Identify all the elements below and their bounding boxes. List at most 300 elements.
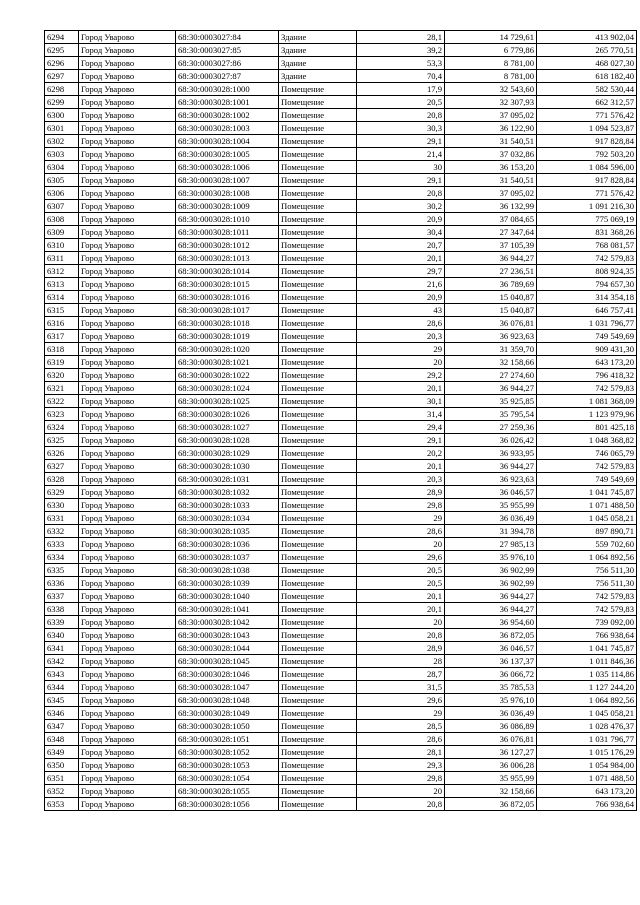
locality-cell: Город Уварово xyxy=(79,421,176,434)
cadastral-number-cell: 68:30:0003028:1029 xyxy=(176,447,279,460)
specific-value-cell: 35 795,54 xyxy=(445,408,537,421)
cadastral-value-cell: 742 579,83 xyxy=(537,603,637,616)
row-number-cell: 6352 xyxy=(45,785,79,798)
cadastral-number-cell: 68:30:0003028:1025 xyxy=(176,395,279,408)
locality-cell: Город Уварово xyxy=(79,720,176,733)
cadastral-number-cell: 68:30:0003028:1009 xyxy=(176,200,279,213)
object-type-cell: Помещение xyxy=(279,343,357,356)
object-type-cell: Помещение xyxy=(279,538,357,551)
cadastral-number-cell: 68:30:0003028:1013 xyxy=(176,252,279,265)
object-type-cell: Помещение xyxy=(279,733,357,746)
cadastral-number-cell: 68:30:0003028:1044 xyxy=(176,642,279,655)
table-row xyxy=(45,343,637,356)
cadastral-value-cell: 756 511,30 xyxy=(537,564,637,577)
row-number-cell: 6347 xyxy=(45,720,79,733)
table-row xyxy=(45,44,637,57)
table-row xyxy=(45,590,637,603)
specific-value-cell: 35 785,53 xyxy=(445,681,537,694)
specific-value-cell: 35 976,10 xyxy=(445,551,537,564)
cadastral-number-cell: 68:30:0003028:1038 xyxy=(176,564,279,577)
locality-cell: Город Уварово xyxy=(79,265,176,278)
row-number-cell: 6316 xyxy=(45,317,79,330)
row-number-cell: 6328 xyxy=(45,473,79,486)
specific-value-cell: 15 040,87 xyxy=(445,304,537,317)
table-row xyxy=(45,122,637,135)
specific-value-cell: 36 944,27 xyxy=(445,382,537,395)
row-number-cell: 6309 xyxy=(45,226,79,239)
specific-value-cell: 37 032,86 xyxy=(445,148,537,161)
object-type-cell: Помещение xyxy=(279,382,357,395)
object-type-cell: Помещение xyxy=(279,681,357,694)
table-row xyxy=(45,655,637,668)
table-row xyxy=(45,720,637,733)
area-cell: 28,5 xyxy=(357,720,445,733)
area-cell: 20 xyxy=(357,356,445,369)
specific-value-cell: 36 789,69 xyxy=(445,278,537,291)
table-row xyxy=(45,83,637,96)
specific-value-cell: 36 122,90 xyxy=(445,122,537,135)
table-row xyxy=(45,226,637,239)
cadastral-value-cell: 917 828,84 xyxy=(537,174,637,187)
cadastral-number-cell: 68:30:0003028:1008 xyxy=(176,187,279,200)
area-cell: 30,2 xyxy=(357,200,445,213)
area-cell: 29,7 xyxy=(357,265,445,278)
locality-cell: Город Уварово xyxy=(79,96,176,109)
area-cell: 20,8 xyxy=(357,187,445,200)
object-type-cell: Помещение xyxy=(279,694,357,707)
row-number-cell: 6331 xyxy=(45,512,79,525)
area-cell: 28,6 xyxy=(357,525,445,538)
object-type-cell: Здание xyxy=(279,31,357,44)
table-row xyxy=(45,785,637,798)
row-number-cell: 6322 xyxy=(45,395,79,408)
cadastral-number-cell: 68:30:0003028:1014 xyxy=(176,265,279,278)
specific-value-cell: 27 985,13 xyxy=(445,538,537,551)
table-row xyxy=(45,96,637,109)
cadastral-number-cell: 68:30:0003028:1031 xyxy=(176,473,279,486)
area-cell: 28,1 xyxy=(357,31,445,44)
row-number-cell: 6341 xyxy=(45,642,79,655)
object-type-cell: Помещение xyxy=(279,772,357,785)
cadastral-value-cell: 582 530,44 xyxy=(537,83,637,96)
area-cell: 20,3 xyxy=(357,330,445,343)
cadastral-value-cell: 559 702,60 xyxy=(537,538,637,551)
cadastral-number-cell: 68:30:0003028:1007 xyxy=(176,174,279,187)
specific-value-cell: 36 086,89 xyxy=(445,720,537,733)
cadastral-number-cell: 68:30:0003028:1041 xyxy=(176,603,279,616)
row-number-cell: 6294 xyxy=(45,31,79,44)
cadastral-number-cell: 68:30:0003028:1016 xyxy=(176,291,279,304)
locality-cell: Город Уварово xyxy=(79,473,176,486)
cadastral-number-cell: 68:30:0003028:1017 xyxy=(176,304,279,317)
cadastral-value-cell: 1 091 216,30 xyxy=(537,200,637,213)
area-cell: 21,4 xyxy=(357,148,445,161)
cadastral-value-cell: 643 173,20 xyxy=(537,785,637,798)
table-row xyxy=(45,317,637,330)
cadastral-number-cell: 68:30:0003028:1012 xyxy=(176,239,279,252)
cadastral-number-cell: 68:30:0003028:1045 xyxy=(176,655,279,668)
locality-cell: Город Уварово xyxy=(79,785,176,798)
cadastral-value-cell: 1 127 244,20 xyxy=(537,681,637,694)
cadastral-value-cell: 1 094 523,87 xyxy=(537,122,637,135)
table-row xyxy=(45,252,637,265)
row-number-cell: 6301 xyxy=(45,122,79,135)
row-number-cell: 6329 xyxy=(45,486,79,499)
object-type-cell: Помещение xyxy=(279,603,357,616)
object-type-cell: Помещение xyxy=(279,330,357,343)
specific-value-cell: 31 359,70 xyxy=(445,343,537,356)
object-type-cell: Помещение xyxy=(279,122,357,135)
object-type-cell: Помещение xyxy=(279,109,357,122)
table-row xyxy=(45,668,637,681)
cadastral-number-cell: 68:30:0003028:1030 xyxy=(176,460,279,473)
cadastral-number-cell: 68:30:0003028:1010 xyxy=(176,213,279,226)
specific-value-cell: 35 976,10 xyxy=(445,694,537,707)
area-cell: 20,5 xyxy=(357,96,445,109)
row-number-cell: 6340 xyxy=(45,629,79,642)
cadastral-value-cell: 831 368,26 xyxy=(537,226,637,239)
specific-value-cell: 36 066,72 xyxy=(445,668,537,681)
cadastral-number-cell: 68:30:0003028:1028 xyxy=(176,434,279,447)
row-number-cell: 6302 xyxy=(45,135,79,148)
locality-cell: Город Уварово xyxy=(79,733,176,746)
specific-value-cell: 27 259,36 xyxy=(445,421,537,434)
object-type-cell: Помещение xyxy=(279,460,357,473)
table-row xyxy=(45,213,637,226)
cadastral-value-cell: 1 123 979,96 xyxy=(537,408,637,421)
locality-cell: Город Уварово xyxy=(79,304,176,317)
cadastral-number-cell: 68:30:0003028:1033 xyxy=(176,499,279,512)
table-row xyxy=(45,772,637,785)
area-cell: 20,2 xyxy=(357,447,445,460)
object-type-cell: Помещение xyxy=(279,785,357,798)
object-type-cell: Помещение xyxy=(279,720,357,733)
specific-value-cell: 14 729,61 xyxy=(445,31,537,44)
object-type-cell: Помещение xyxy=(279,291,357,304)
table-row xyxy=(45,109,637,122)
cadastral-value-cell: 792 503,20 xyxy=(537,148,637,161)
area-cell: 28,7 xyxy=(357,668,445,681)
area-cell: 20,8 xyxy=(357,798,445,811)
area-cell: 20,1 xyxy=(357,460,445,473)
area-cell: 29 xyxy=(357,707,445,720)
cadastral-value-cell: 1 041 745,87 xyxy=(537,642,637,655)
area-cell: 29,6 xyxy=(357,551,445,564)
table-row xyxy=(45,499,637,512)
area-cell: 28,1 xyxy=(357,746,445,759)
row-number-cell: 6338 xyxy=(45,603,79,616)
cadastral-value-cell: 1 071 488,50 xyxy=(537,499,637,512)
locality-cell: Город Уварово xyxy=(79,629,176,642)
table-row xyxy=(45,603,637,616)
table-row xyxy=(45,746,637,759)
cadastral-number-cell: 68:30:0003027:85 xyxy=(176,44,279,57)
cadastral-number-cell: 68:30:0003028:1051 xyxy=(176,733,279,746)
row-number-cell: 6304 xyxy=(45,161,79,174)
row-number-cell: 6300 xyxy=(45,109,79,122)
row-number-cell: 6343 xyxy=(45,668,79,681)
specific-value-cell: 36 872,05 xyxy=(445,629,537,642)
object-type-cell: Помещение xyxy=(279,356,357,369)
object-type-cell: Помещение xyxy=(279,265,357,278)
row-number-cell: 6330 xyxy=(45,499,79,512)
cadastral-number-cell: 68:30:0003028:1054 xyxy=(176,772,279,785)
row-number-cell: 6317 xyxy=(45,330,79,343)
cadastral-number-cell: 68:30:0003028:1003 xyxy=(176,122,279,135)
specific-value-cell: 36 944,27 xyxy=(445,460,537,473)
cadastral-value-cell: 1 064 892,56 xyxy=(537,694,637,707)
area-cell: 17,9 xyxy=(357,83,445,96)
table-row xyxy=(45,304,637,317)
cadastral-number-cell: 68:30:0003028:1039 xyxy=(176,577,279,590)
row-number-cell: 6321 xyxy=(45,382,79,395)
area-cell: 28,9 xyxy=(357,486,445,499)
row-number-cell: 6307 xyxy=(45,200,79,213)
cadastral-value-cell: 917 828,84 xyxy=(537,135,637,148)
row-number-cell: 6297 xyxy=(45,70,79,83)
table-row xyxy=(45,174,637,187)
locality-cell: Город Уварово xyxy=(79,187,176,200)
row-number-cell: 6323 xyxy=(45,408,79,421)
row-number-cell: 6336 xyxy=(45,577,79,590)
object-type-cell: Помещение xyxy=(279,278,357,291)
object-type-cell: Помещение xyxy=(279,668,357,681)
locality-cell: Город Уварово xyxy=(79,408,176,421)
area-cell: 20 xyxy=(357,538,445,551)
row-number-cell: 6299 xyxy=(45,96,79,109)
table-row xyxy=(45,70,637,83)
specific-value-cell: 27 236,51 xyxy=(445,265,537,278)
cadastral-value-cell: 808 924,35 xyxy=(537,265,637,278)
table-row xyxy=(45,629,637,642)
specific-value-cell: 36 944,27 xyxy=(445,252,537,265)
specific-value-cell: 36 902,99 xyxy=(445,577,537,590)
table-body xyxy=(45,31,637,811)
cadastral-value-table xyxy=(44,30,637,811)
locality-cell: Город Уварово xyxy=(79,382,176,395)
object-type-cell: Помещение xyxy=(279,590,357,603)
row-number-cell: 6326 xyxy=(45,447,79,460)
locality-cell: Город Уварово xyxy=(79,343,176,356)
cadastral-value-cell: 662 312,57 xyxy=(537,96,637,109)
area-cell: 20,9 xyxy=(357,213,445,226)
cadastral-number-cell: 68:30:0003027:86 xyxy=(176,57,279,70)
area-cell: 28,6 xyxy=(357,317,445,330)
locality-cell: Город Уварово xyxy=(79,655,176,668)
table-row xyxy=(45,447,637,460)
locality-cell: Город Уварово xyxy=(79,70,176,83)
row-number-cell: 6339 xyxy=(45,616,79,629)
locality-cell: Город Уварово xyxy=(79,460,176,473)
table-row xyxy=(45,291,637,304)
table-row xyxy=(45,694,637,707)
locality-cell: Город Уварово xyxy=(79,590,176,603)
row-number-cell: 6342 xyxy=(45,655,79,668)
specific-value-cell: 36 137,37 xyxy=(445,655,537,668)
area-cell: 29,1 xyxy=(357,135,445,148)
object-type-cell: Помещение xyxy=(279,616,357,629)
table-row xyxy=(45,382,637,395)
specific-value-cell: 27 347,64 xyxy=(445,226,537,239)
cadastral-number-cell: 68:30:0003028:1024 xyxy=(176,382,279,395)
area-cell: 20,9 xyxy=(357,291,445,304)
object-type-cell: Помещение xyxy=(279,317,357,330)
cadastral-value-cell: 1 045 058,21 xyxy=(537,512,637,525)
table-row xyxy=(45,473,637,486)
area-cell: 20,5 xyxy=(357,577,445,590)
cadastral-number-cell: 68:30:0003028:1055 xyxy=(176,785,279,798)
specific-value-cell: 31 540,51 xyxy=(445,174,537,187)
cadastral-number-cell: 68:30:0003028:1049 xyxy=(176,707,279,720)
specific-value-cell: 37 095,02 xyxy=(445,187,537,200)
area-cell: 20 xyxy=(357,785,445,798)
row-number-cell: 6337 xyxy=(45,590,79,603)
table-row xyxy=(45,434,637,447)
cadastral-number-cell: 68:30:0003028:1035 xyxy=(176,525,279,538)
object-type-cell: Помещение xyxy=(279,473,357,486)
locality-cell: Город Уварово xyxy=(79,330,176,343)
cadastral-value-cell: 742 579,83 xyxy=(537,252,637,265)
locality-cell: Город Уварово xyxy=(79,772,176,785)
locality-cell: Город Уварово xyxy=(79,642,176,655)
cadastral-value-cell: 1 054 984,00 xyxy=(537,759,637,772)
cadastral-value-cell: 766 938,64 xyxy=(537,629,637,642)
specific-value-cell: 36 902,99 xyxy=(445,564,537,577)
cadastral-number-cell: 68:30:0003028:1036 xyxy=(176,538,279,551)
locality-cell: Город Уварово xyxy=(79,148,176,161)
table-row xyxy=(45,395,637,408)
locality-cell: Город Уварово xyxy=(79,434,176,447)
table-row xyxy=(45,265,637,278)
area-cell: 20,1 xyxy=(357,603,445,616)
row-number-cell: 6311 xyxy=(45,252,79,265)
object-type-cell: Помещение xyxy=(279,564,357,577)
row-number-cell: 6306 xyxy=(45,187,79,200)
area-cell: 20 xyxy=(357,616,445,629)
area-cell: 29,6 xyxy=(357,694,445,707)
object-type-cell: Здание xyxy=(279,44,357,57)
locality-cell: Город Уварово xyxy=(79,486,176,499)
row-number-cell: 6346 xyxy=(45,707,79,720)
area-cell: 29,4 xyxy=(357,421,445,434)
cadastral-number-cell: 68:30:0003028:1056 xyxy=(176,798,279,811)
cadastral-number-cell: 68:30:0003028:1001 xyxy=(176,96,279,109)
object-type-cell: Помещение xyxy=(279,499,357,512)
area-cell: 29,8 xyxy=(357,772,445,785)
cadastral-number-cell: 68:30:0003028:1000 xyxy=(176,83,279,96)
area-cell: 29,1 xyxy=(357,174,445,187)
cadastral-value-cell: 909 431,30 xyxy=(537,343,637,356)
specific-value-cell: 36 076,81 xyxy=(445,733,537,746)
area-cell: 28 xyxy=(357,655,445,668)
cadastral-value-cell: 1 011 846,36 xyxy=(537,655,637,668)
table-row xyxy=(45,486,637,499)
cadastral-value-cell: 742 579,83 xyxy=(537,460,637,473)
cadastral-number-cell: 68:30:0003028:1040 xyxy=(176,590,279,603)
cadastral-value-cell: 756 511,30 xyxy=(537,577,637,590)
cadastral-value-cell: 771 576,42 xyxy=(537,187,637,200)
table-row xyxy=(45,512,637,525)
specific-value-cell: 32 158,66 xyxy=(445,785,537,798)
area-cell: 28,6 xyxy=(357,733,445,746)
row-number-cell: 6348 xyxy=(45,733,79,746)
object-type-cell: Помещение xyxy=(279,395,357,408)
cadastral-number-cell: 68:30:0003028:1021 xyxy=(176,356,279,369)
table-row xyxy=(45,733,637,746)
locality-cell: Город Уварово xyxy=(79,252,176,265)
object-type-cell: Помещение xyxy=(279,96,357,109)
cadastral-value-cell: 1 071 488,50 xyxy=(537,772,637,785)
row-number-cell: 6296 xyxy=(45,57,79,70)
specific-value-cell: 15 040,87 xyxy=(445,291,537,304)
cadastral-number-cell: 68:30:0003028:1032 xyxy=(176,486,279,499)
cadastral-value-cell: 766 938,64 xyxy=(537,798,637,811)
cadastral-number-cell: 68:30:0003028:1018 xyxy=(176,317,279,330)
specific-value-cell: 6 779,86 xyxy=(445,44,537,57)
cadastral-value-cell: 742 579,83 xyxy=(537,382,637,395)
row-number-cell: 6319 xyxy=(45,356,79,369)
row-number-cell: 6310 xyxy=(45,239,79,252)
cadastral-number-cell: 68:30:0003028:1034 xyxy=(176,512,279,525)
locality-cell: Город Уварово xyxy=(79,707,176,720)
specific-value-cell: 27 274,60 xyxy=(445,369,537,382)
table-row xyxy=(45,239,637,252)
specific-value-cell: 36 127,27 xyxy=(445,746,537,759)
table-row xyxy=(45,798,637,811)
specific-value-cell: 36 923,63 xyxy=(445,330,537,343)
table-row xyxy=(45,200,637,213)
object-type-cell: Помещение xyxy=(279,304,357,317)
cadastral-value-cell: 1 031 796,77 xyxy=(537,733,637,746)
locality-cell: Город Уварово xyxy=(79,31,176,44)
cadastral-value-cell: 1 031 796,77 xyxy=(537,317,637,330)
specific-value-cell: 35 955,99 xyxy=(445,499,537,512)
object-type-cell: Помещение xyxy=(279,174,357,187)
area-cell: 20,7 xyxy=(357,239,445,252)
cadastral-number-cell: 68:30:0003027:84 xyxy=(176,31,279,44)
object-type-cell: Здание xyxy=(279,70,357,83)
specific-value-cell: 31 394,78 xyxy=(445,525,537,538)
area-cell: 20,8 xyxy=(357,629,445,642)
specific-value-cell: 36 872,05 xyxy=(445,798,537,811)
area-cell: 30 xyxy=(357,161,445,174)
specific-value-cell: 32 543,60 xyxy=(445,83,537,96)
cadastral-number-cell: 68:30:0003028:1042 xyxy=(176,616,279,629)
area-cell: 39,2 xyxy=(357,44,445,57)
cadastral-value-cell: 468 027,30 xyxy=(537,57,637,70)
specific-value-cell: 36 026,42 xyxy=(445,434,537,447)
row-number-cell: 6344 xyxy=(45,681,79,694)
table-row xyxy=(45,161,637,174)
table-row xyxy=(45,681,637,694)
table-row xyxy=(45,187,637,200)
cadastral-number-cell: 68:30:0003028:1005 xyxy=(176,148,279,161)
specific-value-cell: 36 076,81 xyxy=(445,317,537,330)
area-cell: 20,3 xyxy=(357,473,445,486)
cadastral-number-cell: 68:30:0003028:1050 xyxy=(176,720,279,733)
locality-cell: Город Уварово xyxy=(79,213,176,226)
table-row xyxy=(45,135,637,148)
locality-cell: Город Уварово xyxy=(79,512,176,525)
table-row xyxy=(45,57,637,70)
object-type-cell: Помещение xyxy=(279,629,357,642)
specific-value-cell: 8 781,00 xyxy=(445,57,537,70)
specific-value-cell: 35 925,85 xyxy=(445,395,537,408)
cadastral-number-cell: 68:30:0003028:1006 xyxy=(176,161,279,174)
row-number-cell: 6335 xyxy=(45,564,79,577)
cadastral-number-cell: 68:30:0003028:1027 xyxy=(176,421,279,434)
table-row xyxy=(45,356,637,369)
